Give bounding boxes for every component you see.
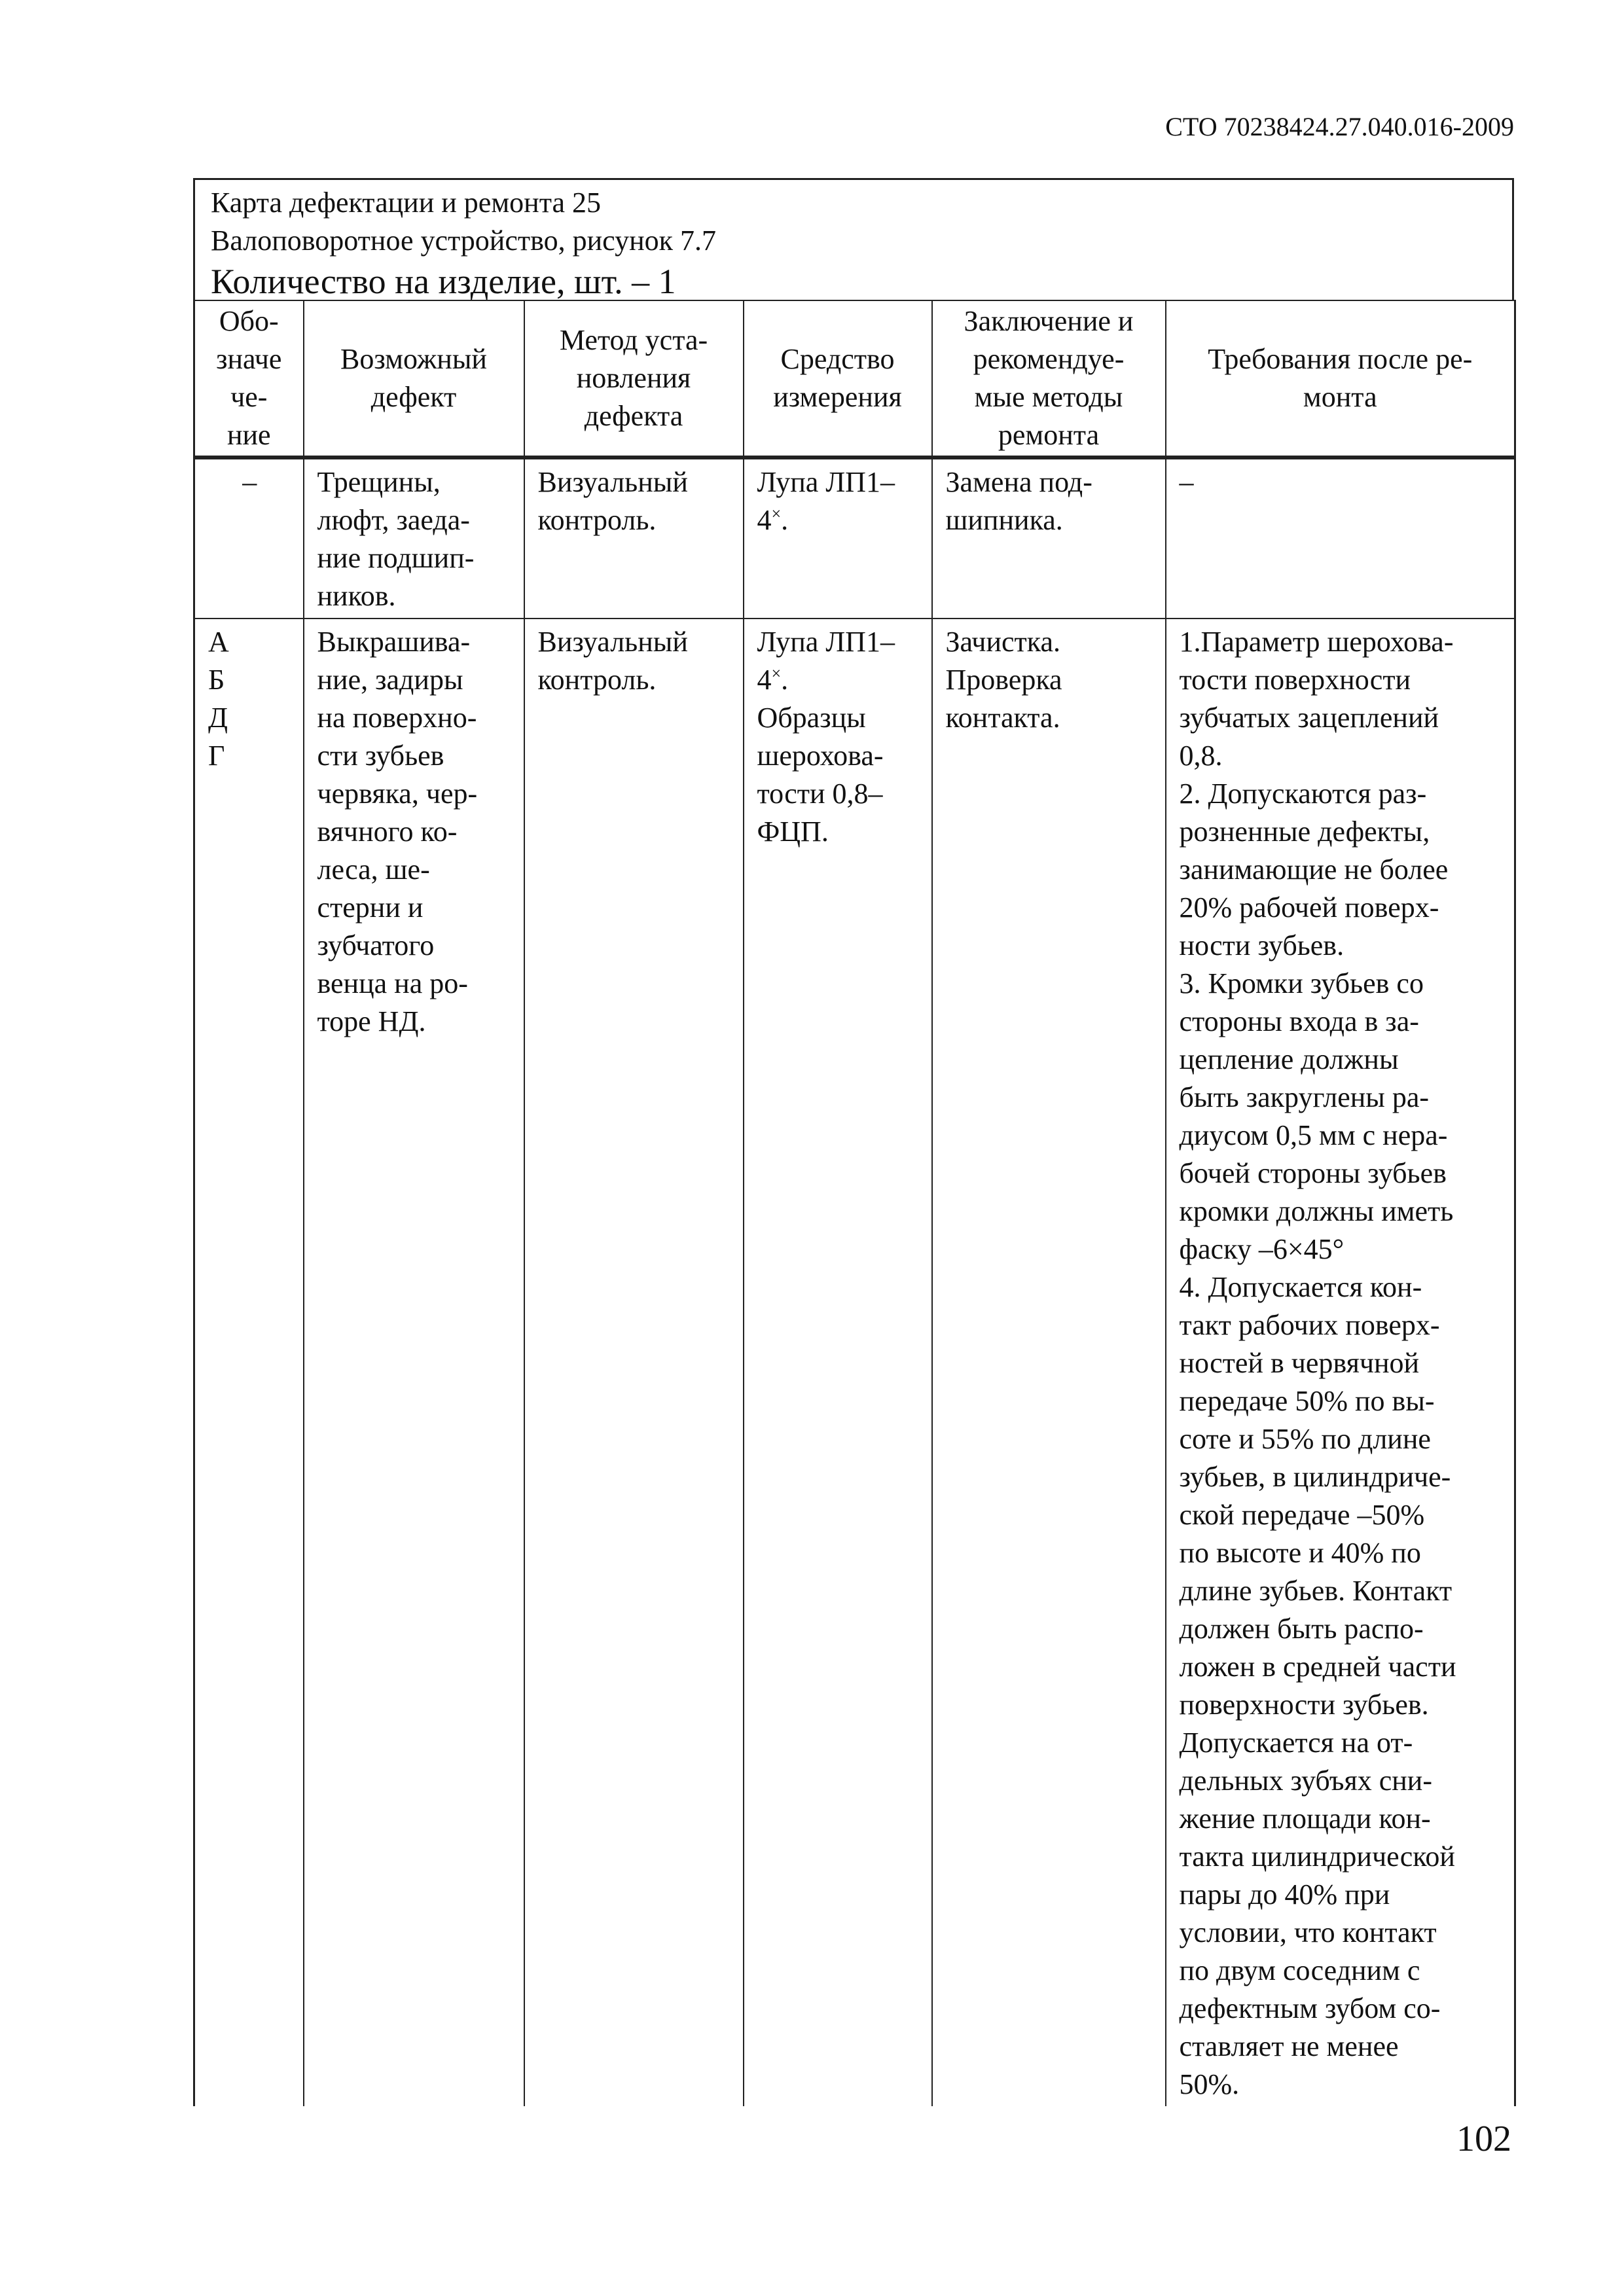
tool-text: Лупа ЛП1– 4 — [757, 626, 895, 696]
cell-method: Визуальный контроль. — [524, 619, 744, 2106]
tool-superscript: × — [771, 664, 782, 683]
table-row — [194, 619, 1515, 2106]
cell-designation: – — [194, 457, 304, 619]
cell-defect: Трещины, люфт, заеда- ние подшип- ников. — [304, 457, 524, 619]
tool-text-rest: . — [781, 504, 789, 536]
header-defect: Возможный дефект — [304, 300, 524, 457]
cell-method: Визуальный контроль. — [524, 457, 744, 619]
header-method: Метод уста- новления дефекта — [524, 300, 744, 457]
page-number: 102 — [1456, 2119, 1511, 2159]
table-header-row — [194, 300, 1515, 457]
tool-superscript: × — [771, 504, 782, 524]
tool-text: Лупа ЛП1– 4 — [757, 466, 895, 536]
header-conclusion: Заключение и рекомендуе- мые методы ремонта — [932, 300, 1166, 457]
header-tool: Средство измерения — [744, 300, 932, 457]
tool-text-rest: . Образцы шерохова- тости 0,8– ФЦП. — [757, 664, 884, 848]
header-designation: Обо- значе че- ние — [194, 300, 304, 457]
cell-defect: Выкрашива- ние, задиры на поверхно- сти зубьев червяка, чер- вячного ко- леса, ше- стерни и зубчатого венца на ро- торе НД. — [304, 619, 524, 2106]
document-code: СТО 70238424.27.040.016-2009 — [1165, 112, 1514, 141]
header-requirements: Требования после ре- монта — [1166, 300, 1515, 457]
table-row — [194, 457, 1515, 619]
cell-conclusion: Замена под- шипника. — [932, 457, 1166, 619]
card-quantity: Количество на изделие, шт. – 1 — [211, 262, 676, 301]
defect-table — [193, 300, 1516, 2106]
cell-tool — [744, 619, 932, 2106]
cell-designation: А Б Д Г — [194, 619, 304, 2106]
card-subtitle: Валоповоротное устройство, рисунок 7.7 — [211, 224, 716, 257]
cell-requirements: – — [1166, 457, 1515, 619]
card-title: Карта дефектации и ремонта 25 — [211, 187, 601, 219]
cell-requirements: 1.Параметр шерохова- тости поверхности зубчатых зацеплений 0,8. 2. Допускаются раз- розненные дефекты, занимающие не более 20% рабочей поверх- ности зубьев. 3. Кромки зубьев со стороны входа в за- цепление должны быть закруглены ра- диусом 0,5 мм с нера- бочей стороны зубьев кромки должны иметь фаску –6×45° 4. Допускается кон- такт рабочих поверх- ностей в червячной передаче 50% по вы- соте и 55% по длине зубьев, в цилиндриче- ской передаче –50% по высоте и 40% по длине зубьев. Контакт должен быть распо- ложен в средней части поверхности зубьев. Допускается на от- дельных зубъях сни- жение площади кон- такта цилиндрической пары до 40% при условии, что контакт по двум соседним с дефектным зубом со- ставляет не менее 50%. — [1166, 619, 1515, 2106]
cell-conclusion: Зачистка. Проверка контакта. — [932, 619, 1166, 2106]
cell-tool — [744, 457, 932, 619]
card-header — [193, 178, 1514, 300]
